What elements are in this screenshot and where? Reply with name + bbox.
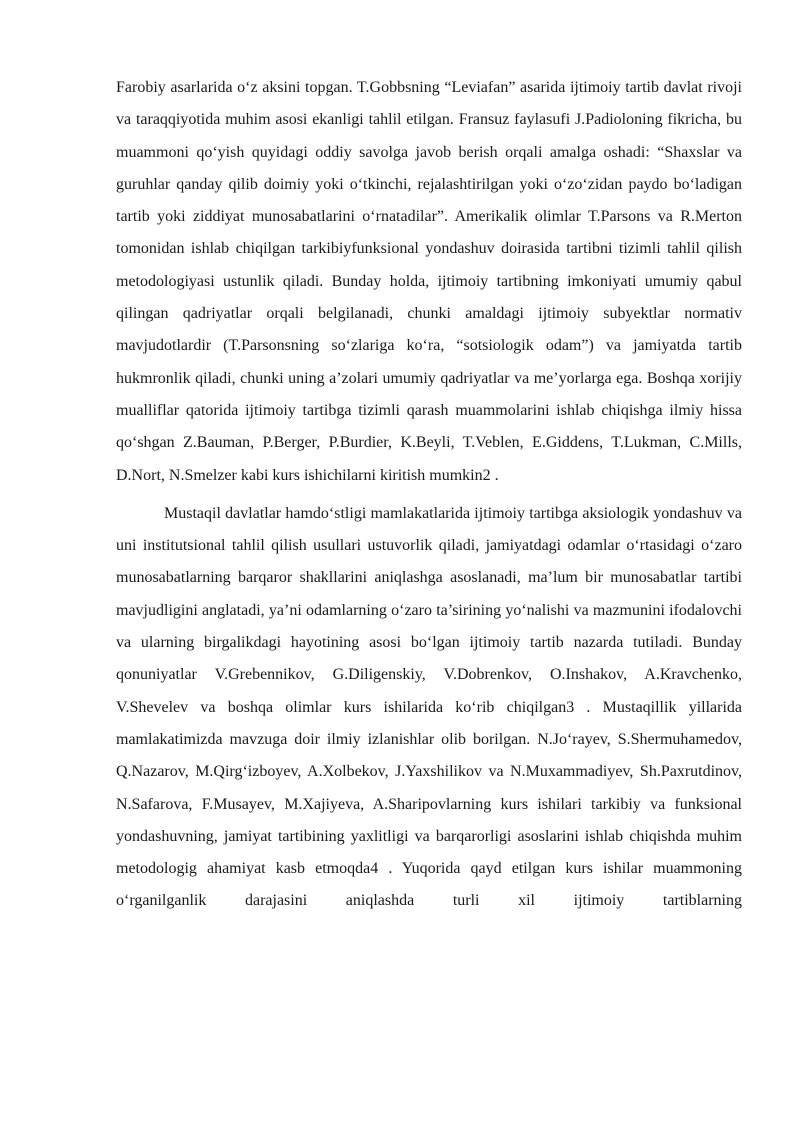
document-page <box>116 72 742 918</box>
paragraph-1: Farobiy asarlarida o‘z aksini topgan. T.Gobbsning “Leviafan” asarida ijtimoiy tartib davlat rivoji va taraqqiyotida muhim asosi ekanligi tahlil etilgan. Fransuz faylasufi J.Padioloning fikricha, bu muammoni qo‘yish quyidagi oddiy savolga javob berish orqali amalga oshadi: “Shaxslar va guruhlar qanday qilib doimiy yoki o‘tkinchi, rejalashtirilgan yoki o‘zo‘zidan paydo bo‘ladigan tartib yoki ziddiyat munosabatlarini o‘rnatadilar”. Amerikalik olimlar T.Parsons va R.Merton tomonidan ishlab chiqilgan tarkibiyfunksional yondashuv doirasida tartibni tizimli tahlil qilish metodologiyasi ustunlik qiladi. Bunday holda, ijtimoiy tartibning imkoniyati umumiy qabul qilingan qadriyatlar orqali belgilanadi, chunki amaldagi ijtimoiy subyektlar normativ mavjudotlardir (T.Parsonsning so‘zlariga ko‘ra, “sotsiologik odam”) va jamiyatda tartib hukmronlik qiladi, chunki uning a’zolari umumiy qadriyatlar va me’yorlarga ega. Boshqa xorijiy mualliflar qatorida ijtimoiy tartibga tizimli qarash muammolarini ishlab chiqishga ilmiy hissa qo‘shgan Z.Bauman, P.Berger, P.Burdier, K.Beyli, T.Veblen, E.Giddens, T.Lukman, C.Mills, D.Nort, N.Smelzer kabi kurs ishichilarni kiritish mumkin2 . <box>116 79 742 484</box>
paragraph-2: Mustaqil davlatlar hamdo‘stligi mamlakatlarida ijtimoiy tartibga aksiologik yondashuv va uni institutsional tahlil qilish usullari ustuvorlik qiladi, jamiyatdagi odamlar o‘rtasidagi o‘zaro munosabatlarning barqaror shakllarini aniqlashga asoslanadi, ma’lum bir munosabatlar tartibi mavjudligini anglatadi, ya’ni odamlarning o‘zaro ta’sirining yo‘nalishi va mazmunini ifodalovchi va ularning birgalikdagi hayotining asosi bo‘lgan ijtimoiy tartib nazarda tutiladi. Bunday qonuniyatlar V.Grebennikov, G.Diligenskiy, V.Dobrenkov, O.Inshakov, A.Kravchenko, V.Shevelev va boshqa olimlar kurs ishilarida ko‘rib chiqilgan3 . Mustaqillik yillarida mamlakatimizda mavzuga doir ilmiy izlanishlar olib borilgan. N.Jo‘rayev, S.Shermuhamedov, Q.Nazarov, M.Qirg‘izboyev, A.Xolbekov, J.Yaxshilikov va N.Muxammadiyev, Sh.Paxrutdinov, N.Safarova, F.Musayev, M.Xajiyeva, A.Sharipovlarning kurs ishilari tarkibiy va funksional yondashuvning, jamiyat tartibining yaxlitligi va barqarorligi asoslarini ishlab chiqishda muhim metodologig ahamiyat kasb etmoqda4 . Yuqorida qayd etilgan kurs ishilar muammoning o‘rganilganlik darajasini aniqlashda turli xil ijtimoiy tartiblarning <box>116 504 742 910</box>
